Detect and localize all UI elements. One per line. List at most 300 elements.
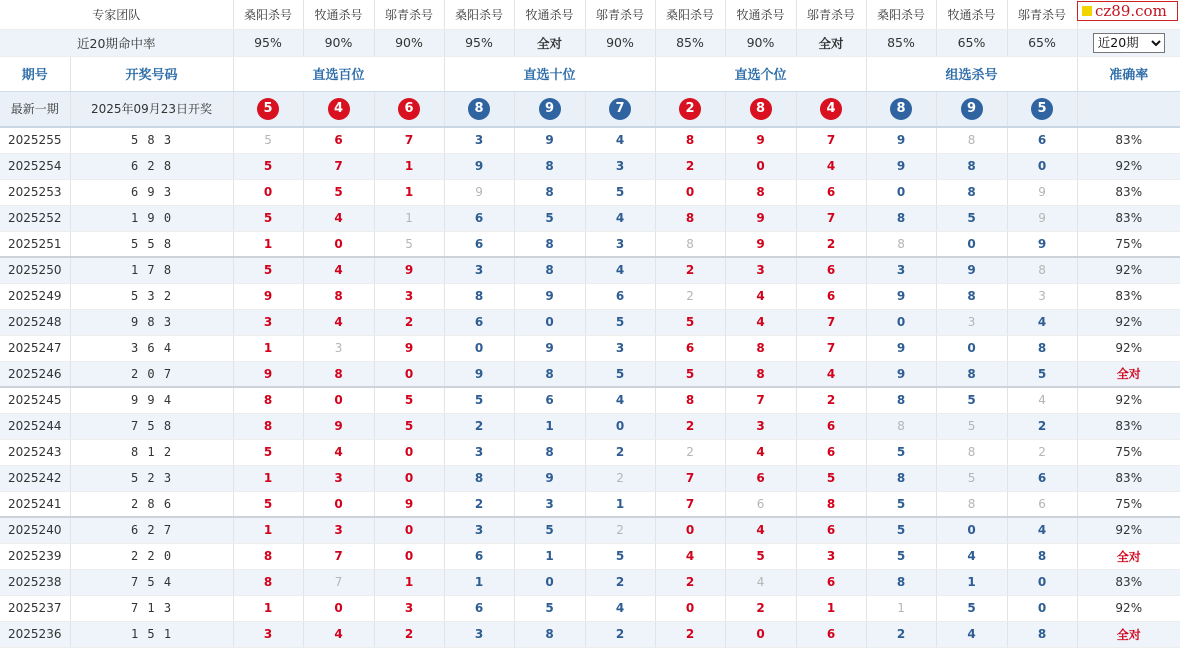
kill-number-cell: 8 xyxy=(514,153,585,179)
kill-number-cell: 5 xyxy=(936,387,1007,413)
kill-number-cell: 0 xyxy=(444,335,514,361)
latest-pick-cell xyxy=(936,91,1007,127)
kill-number-cell: 4 xyxy=(1007,309,1077,335)
kill-number-cell: 8 xyxy=(233,543,303,569)
accuracy-cell: 92% xyxy=(1077,153,1180,179)
period-cell: 2025239 xyxy=(0,543,70,569)
kill-number-cell: 9 xyxy=(1007,205,1077,231)
draw-number-cell: 5 5 8 xyxy=(70,231,233,257)
kill-number-cell: 3 xyxy=(444,257,514,283)
accuracy-cell: 全对 xyxy=(1077,621,1180,647)
hit-rate-value: 90% xyxy=(303,29,374,56)
kill-number-cell: 7 xyxy=(796,205,866,231)
draw-number-cell: 6 2 7 xyxy=(70,517,233,543)
pick-ball: 8 xyxy=(468,98,490,120)
kill-number-cell: 4 xyxy=(725,569,796,595)
pick-ball: 5 xyxy=(1031,98,1053,120)
hit-rate-value: 65% xyxy=(1007,29,1077,56)
kill-number-cell: 4 xyxy=(585,205,655,231)
kill-number-cell: 4 xyxy=(796,361,866,387)
draw-number-cell: 8 1 2 xyxy=(70,439,233,465)
kill-number-cell: 6 xyxy=(796,569,866,595)
kill-number-cell: 1 xyxy=(233,595,303,621)
period-cell: 2025250 xyxy=(0,257,70,283)
kill-number-cell: 2 xyxy=(374,621,444,647)
kill-number-cell: 0 xyxy=(655,595,725,621)
kill-number-cell: 8 xyxy=(303,361,374,387)
hit-rate-row xyxy=(0,29,1180,56)
latest-pick-cell xyxy=(514,91,585,127)
kill-number-cell: 6 xyxy=(1007,127,1077,153)
accuracy-cell: 92% xyxy=(1077,517,1180,543)
kill-number-cell: 5 xyxy=(936,465,1007,491)
kill-number-cell: 6 xyxy=(725,491,796,517)
draw-number-cell: 9 8 3 xyxy=(70,309,233,335)
kill-number-cell: 8 xyxy=(655,205,725,231)
expert-name: 桑阳杀号 xyxy=(866,0,936,29)
kill-number-cell: 4 xyxy=(585,387,655,413)
hit-rate-value: 95% xyxy=(444,29,514,56)
pick-ball: 2 xyxy=(679,98,701,120)
kill-number-cell: 5 xyxy=(374,413,444,439)
kill-number-cell: 8 xyxy=(514,231,585,257)
kill-number-cell: 9 xyxy=(233,283,303,309)
kill-number-cell: 9 xyxy=(866,335,936,361)
expert-name: 邬青杀号 xyxy=(585,0,655,29)
latest-label: 最新一期 xyxy=(0,91,70,127)
latest-pick-cell xyxy=(374,91,444,127)
accuracy-cell: 全对 xyxy=(1077,361,1180,387)
hit-rate-value: 全对 xyxy=(514,29,585,56)
latest-pick-cell xyxy=(796,91,866,127)
kill-number-cell: 8 xyxy=(514,439,585,465)
period-cell: 2025246 xyxy=(0,361,70,387)
pick-ball: 7 xyxy=(609,98,631,120)
hit-rate-value: 90% xyxy=(374,29,444,56)
kill-number-cell: 3 xyxy=(585,231,655,257)
period-cell: 2025240 xyxy=(0,517,70,543)
hit-rate-value: 65% xyxy=(936,29,1007,56)
kill-number-cell: 4 xyxy=(303,257,374,283)
kill-number-cell: 8 xyxy=(444,465,514,491)
kill-number-cell: 5 xyxy=(303,179,374,205)
kill-number-cell: 2 xyxy=(374,309,444,335)
expert-name: 桑阳杀号 xyxy=(655,0,725,29)
kill-number-cell: 8 xyxy=(936,153,1007,179)
kill-number-cell: 4 xyxy=(1007,517,1077,543)
accuracy-cell: 75% xyxy=(1077,439,1180,465)
kill-number-cell: 5 xyxy=(233,491,303,517)
draw-number-cell: 5 2 3 xyxy=(70,465,233,491)
kill-number-cell: 2 xyxy=(725,595,796,621)
kill-number-cell: 2 xyxy=(866,621,936,647)
kill-number-cell: 3 xyxy=(796,543,866,569)
kill-number-cell: 8 xyxy=(514,179,585,205)
accuracy-cell: 92% xyxy=(1077,387,1180,413)
kill-number-cell: 0 xyxy=(514,309,585,335)
accuracy-cell: 83% xyxy=(1077,465,1180,491)
kill-number-cell: 8 xyxy=(655,127,725,153)
draw-number-cell: 7 5 8 xyxy=(70,413,233,439)
kill-number-cell: 8 xyxy=(866,569,936,595)
kill-number-cell: 7 xyxy=(303,569,374,595)
kill-number-cell: 6 xyxy=(444,595,514,621)
latest-pick-cell xyxy=(444,91,514,127)
kill-number-cell: 8 xyxy=(444,283,514,309)
kill-number-cell: 6 xyxy=(444,309,514,335)
kill-number-cell: 2 xyxy=(655,153,725,179)
kill-number-cell: 7 xyxy=(725,387,796,413)
period-cell: 2025254 xyxy=(0,153,70,179)
accuracy-cell: 83% xyxy=(1077,127,1180,153)
kill-number-cell: 8 xyxy=(514,621,585,647)
period-cell: 2025243 xyxy=(0,439,70,465)
table-row xyxy=(0,335,1180,361)
kill-number-cell: 2 xyxy=(655,413,725,439)
kill-number-cell: 1 xyxy=(233,335,303,361)
table-row xyxy=(0,153,1180,179)
kill-number-cell: 9 xyxy=(514,465,585,491)
draw-number-cell: 5 3 2 xyxy=(70,283,233,309)
kill-number-cell: 9 xyxy=(444,179,514,205)
kill-number-cell: 1 xyxy=(514,413,585,439)
expert-name: 桑阳杀号 xyxy=(233,0,303,29)
kill-number-cell: 8 xyxy=(796,491,866,517)
col-draw: 开奖号码 xyxy=(70,56,233,91)
site-logo[interactable] xyxy=(1077,1,1178,21)
kill-number-cell: 4 xyxy=(1007,387,1077,413)
hit-rate-value: 95% xyxy=(233,29,303,56)
kill-number-cell: 6 xyxy=(514,387,585,413)
accuracy-cell: 83% xyxy=(1077,283,1180,309)
kill-number-cell: 3 xyxy=(303,335,374,361)
draw-number-cell: 2 8 6 xyxy=(70,491,233,517)
kill-number-cell: 8 xyxy=(936,127,1007,153)
kill-number-cell: 1 xyxy=(374,179,444,205)
period-cell: 2025237 xyxy=(0,595,70,621)
kill-number-cell: 4 xyxy=(585,595,655,621)
kill-number-cell: 3 xyxy=(444,127,514,153)
table-row xyxy=(0,179,1180,205)
expert-name: 牧通杀号 xyxy=(725,0,796,29)
kill-number-cell: 7 xyxy=(655,465,725,491)
kill-number-cell: 5 xyxy=(233,127,303,153)
latest-row xyxy=(0,91,1180,127)
kill-number-cell: 6 xyxy=(796,621,866,647)
col-accuracy: 准确率 xyxy=(1077,56,1180,91)
kill-number-cell: 4 xyxy=(303,309,374,335)
kill-number-cell: 8 xyxy=(514,361,585,387)
kill-number-cell: 2 xyxy=(1007,439,1077,465)
kill-number-cell: 8 xyxy=(866,231,936,257)
kill-number-cell: 5 xyxy=(655,361,725,387)
kill-number-cell: 9 xyxy=(725,205,796,231)
expert-name: 邬青杀号 xyxy=(796,0,866,29)
table-row xyxy=(0,543,1180,569)
kill-number-cell: 4 xyxy=(725,439,796,465)
kill-number-cell: 5 xyxy=(233,257,303,283)
kill-number-cell: 3 xyxy=(585,335,655,361)
table-row xyxy=(0,257,1180,283)
kill-number-cell: 1 xyxy=(233,465,303,491)
kill-number-cell: 3 xyxy=(303,517,374,543)
table-row xyxy=(0,595,1180,621)
kill-number-cell: 6 xyxy=(796,517,866,543)
logo-square-icon xyxy=(1082,6,1092,16)
col-group-combo: 组选杀号 xyxy=(866,56,1077,91)
draw-number-cell: 1 7 8 xyxy=(70,257,233,283)
kill-number-cell: 1 xyxy=(374,153,444,179)
kill-number-cell: 0 xyxy=(514,569,585,595)
kill-number-cell: 4 xyxy=(303,439,374,465)
kill-number-cell: 3 xyxy=(1007,283,1077,309)
latest-pick-cell xyxy=(866,91,936,127)
col-group-units: 直选个位 xyxy=(655,56,866,91)
kill-number-cell: 2 xyxy=(796,231,866,257)
kill-number-cell: 2 xyxy=(585,465,655,491)
kill-number-cell: 0 xyxy=(936,231,1007,257)
col-group-tens: 直选十位 xyxy=(444,56,655,91)
kill-number-cell: 2 xyxy=(585,621,655,647)
kill-number-cell: 3 xyxy=(374,283,444,309)
kill-number-cell: 1 xyxy=(585,491,655,517)
draw-number-cell: 6 2 8 xyxy=(70,153,233,179)
kill-number-cell: 3 xyxy=(444,621,514,647)
kill-number-cell: 6 xyxy=(796,439,866,465)
kill-number-cell: 6 xyxy=(444,231,514,257)
kill-number-cell: 7 xyxy=(796,127,866,153)
kill-number-cell: 1 xyxy=(374,205,444,231)
kill-number-cell: 1 xyxy=(444,569,514,595)
kill-number-cell: 7 xyxy=(303,543,374,569)
accuracy-cell: 83% xyxy=(1077,205,1180,231)
accuracy-cell: 全对 xyxy=(1077,543,1180,569)
kill-number-cell: 8 xyxy=(866,387,936,413)
kill-number-cell: 5 xyxy=(866,543,936,569)
kill-number-cell: 4 xyxy=(725,309,796,335)
table-row xyxy=(0,361,1180,387)
kill-number-cell: 0 xyxy=(936,517,1007,543)
kill-number-cell: 6 xyxy=(655,335,725,361)
kill-number-cell: 0 xyxy=(866,179,936,205)
kill-number-cell: 9 xyxy=(725,127,796,153)
kill-number-cell: 8 xyxy=(303,283,374,309)
kill-number-cell: 0 xyxy=(374,361,444,387)
kill-number-cell: 5 xyxy=(585,361,655,387)
kill-number-cell: 6 xyxy=(796,179,866,205)
table-row xyxy=(0,439,1180,465)
kill-number-cell: 3 xyxy=(444,439,514,465)
team-label: 专家团队 xyxy=(0,0,233,29)
kill-number-cell: 4 xyxy=(585,257,655,283)
kill-number-cell: 5 xyxy=(514,205,585,231)
kill-number-cell: 9 xyxy=(444,153,514,179)
kill-number-cell: 3 xyxy=(233,309,303,335)
kill-number-cell: 9 xyxy=(233,361,303,387)
kill-number-cell: 8 xyxy=(936,283,1007,309)
kill-number-cell: 8 xyxy=(655,231,725,257)
period-cell: 2025245 xyxy=(0,387,70,413)
col-group-hundreds: 直选百位 xyxy=(233,56,444,91)
kill-number-cell: 0 xyxy=(303,491,374,517)
accuracy-cell: 83% xyxy=(1077,569,1180,595)
latest-pick-cell xyxy=(303,91,374,127)
kill-number-cell: 3 xyxy=(303,465,374,491)
period-select[interactable] xyxy=(1093,33,1165,53)
table-row xyxy=(0,387,1180,413)
kill-number-cell: 8 xyxy=(936,179,1007,205)
kill-number-cell: 9 xyxy=(1007,179,1077,205)
kill-number-cell: 7 xyxy=(374,127,444,153)
hit-rate-value: 85% xyxy=(655,29,725,56)
kill-number-cell: 4 xyxy=(585,127,655,153)
kill-number-cell: 2 xyxy=(585,569,655,595)
kill-number-cell: 5 xyxy=(585,309,655,335)
kill-number-cell: 1 xyxy=(374,569,444,595)
kill-number-cell: 8 xyxy=(936,491,1007,517)
latest-pick-cell xyxy=(233,91,303,127)
kill-number-cell: 8 xyxy=(936,361,1007,387)
kill-number-cell: 8 xyxy=(233,387,303,413)
latest-accuracy-cell xyxy=(1077,91,1180,127)
kill-number-cell: 8 xyxy=(1007,543,1077,569)
kill-number-cell: 9 xyxy=(514,127,585,153)
latest-pick-cell xyxy=(585,91,655,127)
kill-number-cell: 0 xyxy=(725,621,796,647)
hit-rate-value: 90% xyxy=(585,29,655,56)
kill-number-cell: 0 xyxy=(585,413,655,439)
period-cell: 2025238 xyxy=(0,569,70,595)
kill-number-cell: 9 xyxy=(374,335,444,361)
pick-ball: 9 xyxy=(961,98,983,120)
kill-number-cell: 5 xyxy=(374,231,444,257)
kill-number-cell: 0 xyxy=(936,335,1007,361)
accuracy-cell: 83% xyxy=(1077,179,1180,205)
kill-number-cell: 8 xyxy=(725,361,796,387)
latest-pick-cell xyxy=(655,91,725,127)
table-row xyxy=(0,517,1180,543)
hit-rate-value: 全对 xyxy=(796,29,866,56)
kill-number-cell: 5 xyxy=(233,439,303,465)
period-cell: 2025251 xyxy=(0,231,70,257)
kill-number-cell: 0 xyxy=(725,153,796,179)
expert-name: 牧通杀号 xyxy=(303,0,374,29)
kill-number-cell: 6 xyxy=(1007,491,1077,517)
kill-number-cell: 5 xyxy=(585,543,655,569)
expert-name: 邬青杀号 xyxy=(374,0,444,29)
kill-number-cell: 8 xyxy=(866,205,936,231)
kill-number-cell: 5 xyxy=(725,543,796,569)
kill-number-cell: 8 xyxy=(233,569,303,595)
kill-number-cell: 0 xyxy=(1007,153,1077,179)
accuracy-cell: 92% xyxy=(1077,309,1180,335)
kill-number-cell: 3 xyxy=(725,257,796,283)
kill-number-cell: 4 xyxy=(796,153,866,179)
table-row xyxy=(0,309,1180,335)
period-cell: 2025255 xyxy=(0,127,70,153)
kill-number-cell: 1 xyxy=(866,595,936,621)
kill-number-cell: 2 xyxy=(444,413,514,439)
period-cell: 2025252 xyxy=(0,205,70,231)
kill-number-cell: 2 xyxy=(655,257,725,283)
kill-number-cell: 4 xyxy=(655,543,725,569)
latest-pick-cell xyxy=(725,91,796,127)
kill-number-cell: 0 xyxy=(866,309,936,335)
kill-number-cell: 7 xyxy=(303,153,374,179)
kill-number-cell: 5 xyxy=(233,205,303,231)
accuracy-cell: 92% xyxy=(1077,335,1180,361)
kill-number-cell: 5 xyxy=(233,153,303,179)
expert-header-row xyxy=(0,0,1180,29)
kill-number-cell: 8 xyxy=(936,439,1007,465)
accuracy-cell: 92% xyxy=(1077,257,1180,283)
kill-number-cell: 5 xyxy=(444,387,514,413)
kill-number-cell: 6 xyxy=(1007,465,1077,491)
kill-number-cell: 0 xyxy=(303,387,374,413)
kill-number-cell: 6 xyxy=(725,465,796,491)
kill-number-cell: 0 xyxy=(374,439,444,465)
kill-number-cell: 6 xyxy=(796,257,866,283)
kill-number-cell: 3 xyxy=(374,595,444,621)
pick-ball: 4 xyxy=(820,98,842,120)
draw-number-cell: 5 8 3 xyxy=(70,127,233,153)
kill-number-cell: 6 xyxy=(796,413,866,439)
table-row xyxy=(0,231,1180,257)
kill-number-cell: 8 xyxy=(725,335,796,361)
kill-number-cell: 6 xyxy=(585,283,655,309)
kill-number-cell: 5 xyxy=(936,595,1007,621)
table-row xyxy=(0,127,1180,153)
table-row xyxy=(0,413,1180,439)
kill-number-cell: 8 xyxy=(725,179,796,205)
kill-number-cell: 9 xyxy=(514,283,585,309)
pick-ball: 6 xyxy=(398,98,420,120)
kill-number-cell: 0 xyxy=(303,231,374,257)
kill-number-cell: 0 xyxy=(655,179,725,205)
draw-number-cell: 3 6 4 xyxy=(70,335,233,361)
kill-number-cell: 8 xyxy=(655,387,725,413)
table-row xyxy=(0,465,1180,491)
kill-number-cell: 9 xyxy=(303,413,374,439)
period-cell: 2025247 xyxy=(0,335,70,361)
kill-number-cell: 4 xyxy=(303,205,374,231)
kill-number-cell: 9 xyxy=(514,335,585,361)
expert-name: 牧通杀号 xyxy=(936,0,1007,29)
accuracy-cell: 75% xyxy=(1077,231,1180,257)
kill-number-cell: 9 xyxy=(444,361,514,387)
draw-number-cell: 9 9 4 xyxy=(70,387,233,413)
expert-name: 牧通杀号 xyxy=(514,0,585,29)
period-cell: 2025249 xyxy=(0,283,70,309)
kill-number-cell: 2 xyxy=(655,621,725,647)
kill-number-cell: 2 xyxy=(585,517,655,543)
kill-number-cell: 9 xyxy=(936,257,1007,283)
kill-number-cell: 5 xyxy=(374,387,444,413)
kill-number-cell: 0 xyxy=(374,517,444,543)
draw-number-cell: 1 9 0 xyxy=(70,205,233,231)
kill-number-cell: 5 xyxy=(866,439,936,465)
kill-number-cell: 4 xyxy=(303,621,374,647)
kill-number-cell: 0 xyxy=(1007,569,1077,595)
kill-number-cell: 0 xyxy=(303,595,374,621)
kill-number-cell: 0 xyxy=(1007,595,1077,621)
kill-number-cell: 2 xyxy=(655,283,725,309)
kill-number-cell: 4 xyxy=(936,621,1007,647)
kill-number-cell: 5 xyxy=(1007,361,1077,387)
kill-number-cell: 9 xyxy=(374,491,444,517)
kill-number-cell: 8 xyxy=(866,465,936,491)
kill-number-cell: 3 xyxy=(514,491,585,517)
